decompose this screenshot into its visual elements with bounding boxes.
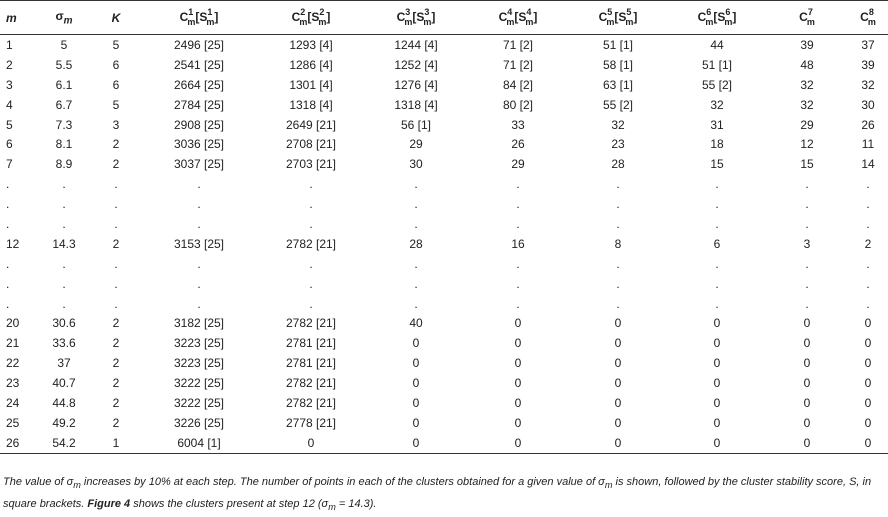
cell-cluster: 1301 [4] [289, 77, 333, 92]
cell-cluster: 40 [409, 316, 423, 331]
cell-cluster: . [866, 276, 870, 291]
cell-k: 2 [112, 137, 120, 152]
cell-k: 2 [112, 415, 120, 430]
cell-cluster: 0 [713, 376, 721, 391]
cell-cluster: 3223 [25] [173, 336, 225, 351]
cell-cluster: . [616, 296, 620, 311]
cell-cluster: 29 [409, 137, 423, 152]
cell-cluster: . [516, 197, 520, 212]
cell-cluster: 0 [614, 356, 622, 371]
cell-cluster: 0 [803, 336, 811, 351]
header-cluster-4: $C^4_m[S^4_m]$ [498, 7, 538, 27]
cell-sigma: 40.7 [52, 376, 76, 391]
cell-cluster: 0 [514, 376, 522, 391]
cell-cluster: 32 [800, 97, 814, 112]
cell-cluster: 0 [713, 415, 721, 430]
table-row [0, 194, 888, 214]
cell-cluster: 28 [409, 236, 423, 251]
table-row [0, 115, 888, 135]
cell-cluster: 0 [803, 316, 811, 331]
cell-cluster: 0 [713, 435, 721, 450]
cell-cluster: 2703 [21] [285, 157, 337, 172]
cell-step: . [6, 296, 10, 311]
cell-sigma: 8.1 [55, 137, 73, 152]
cell-cluster: 2908 [25] [173, 117, 225, 132]
cell-cluster: . [866, 256, 870, 271]
cell-cluster: 1276 [4] [394, 77, 438, 92]
cell-cluster: 39 [861, 57, 875, 72]
cell-cluster: 2782 [21] [285, 395, 337, 410]
cell-cluster: 8 [614, 236, 622, 251]
cell-cluster: . [715, 197, 719, 212]
table-row [0, 55, 888, 75]
cell-cluster: . [197, 177, 201, 192]
cell-step: 4 [6, 97, 13, 112]
cell-step: . [6, 256, 10, 271]
cell-cluster: 56 [1] [400, 117, 432, 132]
cell-cluster: 2496 [25] [173, 37, 225, 52]
cell-cluster: 2 [864, 236, 872, 251]
cell-cluster: 0 [412, 336, 420, 351]
header-k: K [111, 10, 121, 25]
cell-cluster: 30 [409, 157, 423, 172]
cell-sigma: . [62, 177, 66, 192]
cell-cluster: 0 [803, 415, 811, 430]
cell-sigma: . [62, 256, 66, 271]
cell-cluster: . [805, 216, 809, 231]
cell-cluster: 0 [864, 415, 872, 430]
cell-sigma: 6.1 [55, 77, 73, 92]
cell-cluster: 0 [864, 336, 872, 351]
cell-cluster: 26 [511, 137, 525, 152]
cell-step: 12 [6, 236, 20, 251]
cell-cluster: 28 [611, 157, 625, 172]
cell-step: 6 [6, 137, 13, 152]
cell-sigma: 44.8 [52, 395, 76, 410]
cell-sigma: 30.6 [52, 316, 76, 331]
cell-cluster: 0 [412, 356, 420, 371]
cell-cluster: . [414, 276, 418, 291]
header-sigma: $\sigma_m$ [55, 8, 73, 27]
cell-cluster: 2649 [21] [285, 117, 337, 132]
cell-k: . [114, 276, 118, 291]
cell-cluster: . [866, 216, 870, 231]
header-cluster-7: $C^7_m$ [799, 7, 815, 27]
cell-cluster: 0 [614, 415, 622, 430]
cell-cluster: 0 [514, 395, 522, 410]
cell-cluster: . [414, 296, 418, 311]
cell-cluster: 3153 [25] [173, 236, 225, 251]
cell-k: 5 [112, 97, 120, 112]
cell-cluster: 32 [800, 77, 814, 92]
cell-step: . [6, 216, 10, 231]
cell-cluster: . [715, 276, 719, 291]
cell-sigma: 54.2 [52, 435, 76, 450]
cell-cluster: . [616, 276, 620, 291]
cell-cluster: 29 [800, 117, 814, 132]
cell-cluster: 1286 [4] [289, 57, 333, 72]
cell-cluster: 0 [713, 336, 721, 351]
cell-cluster: . [414, 216, 418, 231]
cell-cluster: . [616, 177, 620, 192]
cell-cluster: . [309, 197, 313, 212]
cell-cluster: 31 [710, 117, 724, 132]
cell-cluster: 3036 [25] [173, 137, 225, 152]
cell-cluster: 3 [803, 236, 811, 251]
cell-cluster: 6004 [1] [177, 435, 221, 450]
cell-k: 3 [112, 117, 120, 132]
header-cluster-3: $C^3_m[S^3_m]$ [396, 7, 436, 27]
table-row [0, 313, 888, 333]
cell-step: 23 [6, 376, 20, 391]
cell-cluster: 1252 [4] [394, 57, 438, 72]
cell-cluster: . [197, 256, 201, 271]
table-row [0, 353, 888, 373]
cell-cluster: . [197, 296, 201, 311]
cell-cluster: 0 [864, 356, 872, 371]
cell-k: 2 [112, 157, 120, 172]
cell-cluster: 0 [864, 395, 872, 410]
cell-cluster: 12 [800, 137, 814, 152]
cell-k: 2 [112, 336, 120, 351]
cell-cluster: 0 [514, 415, 522, 430]
cell-cluster: 3182 [25] [173, 316, 225, 331]
cell-cluster: 30 [861, 97, 875, 112]
cell-sigma: 7.3 [55, 117, 73, 132]
cell-sigma: . [62, 216, 66, 231]
cell-sigma: . [62, 197, 66, 212]
cell-cluster: . [309, 216, 313, 231]
cell-cluster: 0 [803, 435, 811, 450]
table-row [0, 95, 888, 115]
cell-sigma: . [62, 276, 66, 291]
cell-cluster: . [805, 177, 809, 192]
cell-cluster: . [715, 177, 719, 192]
cell-k: . [114, 216, 118, 231]
cell-k: 2 [112, 356, 120, 371]
table-caption: The value of $\sigma_m$ increases by 10% at each step. The number of points in each of the clusters obtained for a given value of $\sigma_m$ is shown, followed by the cluster stability score, S, in square brackets. Figure 4 shows the clusters present at step 12 $(\sigma_m = 14.3)$. [3, 476, 872, 513]
cell-sigma: 6.7 [55, 97, 73, 112]
cell-cluster: 2708 [21] [285, 137, 337, 152]
table-header [0, 1, 888, 35]
cell-sigma: 8.9 [55, 157, 73, 172]
table-row [0, 174, 888, 194]
cell-cluster: 0 [614, 316, 622, 331]
table-row [0, 393, 888, 413]
cell-cluster: . [805, 197, 809, 212]
cell-cluster: 32 [611, 117, 625, 132]
cell-cluster: 0 [307, 435, 315, 450]
cell-step: 5 [6, 117, 13, 132]
cell-cluster: 33 [511, 117, 525, 132]
cell-cluster: 6 [713, 236, 721, 251]
table-row [0, 413, 888, 433]
table-row [0, 214, 888, 234]
cell-cluster: 18 [710, 137, 724, 152]
cell-cluster: 51 [1] [602, 37, 634, 52]
cell-cluster: 2781 [21] [285, 356, 337, 371]
cell-step: 22 [6, 356, 20, 371]
cell-cluster: 3226 [25] [173, 415, 225, 430]
cell-k: . [114, 197, 118, 212]
table-row [0, 75, 888, 95]
cell-k: 5 [112, 37, 120, 52]
cell-cluster: 48 [800, 57, 814, 72]
cell-sigma: 37 [57, 356, 71, 371]
cell-cluster: . [197, 197, 201, 212]
cell-cluster: 0 [412, 415, 420, 430]
table-row [0, 294, 888, 314]
cell-cluster: 39 [800, 37, 814, 52]
cell-cluster: 2782 [21] [285, 376, 337, 391]
cell-step: . [6, 276, 10, 291]
cell-cluster: 51 [1] [701, 57, 733, 72]
cell-cluster: 2782 [21] [285, 316, 337, 331]
cell-cluster: 0 [864, 376, 872, 391]
header-cluster-2: $C^2_m[S^2_m]$ [291, 7, 331, 27]
cell-cluster: 2541 [25] [173, 57, 225, 72]
cell-cluster: 2664 [25] [173, 77, 225, 92]
cell-cluster: 44 [710, 37, 724, 52]
table-row [0, 274, 888, 294]
cell-sigma: 14.3 [52, 236, 76, 251]
cell-cluster: 0 [803, 395, 811, 410]
cell-cluster: 71 [2] [502, 57, 534, 72]
cell-cluster: 37 [861, 37, 875, 52]
cell-cluster: . [805, 256, 809, 271]
header-cluster-5: $C^5_m[S^5_m]$ [598, 7, 638, 27]
cell-cluster: . [805, 296, 809, 311]
cell-cluster: . [516, 216, 520, 231]
cell-cluster: . [866, 197, 870, 212]
cell-step: 25 [6, 415, 20, 430]
cell-step: 21 [6, 336, 20, 351]
cell-cluster: . [616, 256, 620, 271]
cell-cluster: 0 [713, 395, 721, 410]
cell-k: . [114, 296, 118, 311]
cell-cluster: 0 [514, 435, 522, 450]
table-row [0, 433, 888, 453]
cell-cluster: . [866, 177, 870, 192]
cell-cluster: 0 [614, 435, 622, 450]
cell-cluster: 26 [861, 117, 875, 132]
cell-cluster: 63 [1] [602, 77, 634, 92]
cell-cluster: 71 [2] [502, 37, 534, 52]
cell-cluster: 0 [713, 356, 721, 371]
cell-cluster: 0 [713, 316, 721, 331]
cell-cluster: . [516, 296, 520, 311]
cell-cluster: 0 [614, 336, 622, 351]
cell-sigma: . [62, 296, 66, 311]
cell-sigma: 33.6 [52, 336, 76, 351]
cell-cluster: 84 [2] [502, 77, 534, 92]
cell-cluster: 1244 [4] [394, 37, 438, 52]
cell-cluster: 0 [864, 316, 872, 331]
cell-cluster: 29 [511, 157, 525, 172]
cell-step: 1 [6, 37, 13, 52]
cell-cluster: 0 [803, 356, 811, 371]
cell-cluster: . [414, 197, 418, 212]
cell-cluster: 58 [1] [602, 57, 634, 72]
cell-step: . [6, 197, 10, 212]
table-row [0, 373, 888, 393]
cell-cluster: 11 [861, 137, 875, 152]
cell-sigma: 49.2 [52, 415, 76, 430]
cell-cluster: 3037 [25] [173, 157, 225, 172]
cell-cluster: . [197, 276, 201, 291]
cell-k: 2 [112, 395, 120, 410]
table-row [0, 234, 888, 254]
header-row [0, 1, 888, 35]
cell-cluster: . [309, 177, 313, 192]
cell-cluster: . [866, 296, 870, 311]
cell-cluster: . [616, 197, 620, 212]
cell-cluster: . [309, 256, 313, 271]
header-cluster-1: $C^1_m[S^1_m]$ [179, 7, 219, 27]
cell-cluster: 55 [2] [701, 77, 733, 92]
cell-k: 1 [112, 435, 120, 450]
cell-cluster: 32 [861, 77, 875, 92]
cell-cluster: . [414, 256, 418, 271]
cell-step: 24 [6, 395, 20, 410]
cell-cluster: 0 [412, 395, 420, 410]
cell-cluster: . [309, 276, 313, 291]
cell-cluster: 3223 [25] [173, 356, 225, 371]
cell-k: 6 [112, 57, 120, 72]
cell-cluster: 80 [2] [502, 97, 534, 112]
cell-cluster: . [616, 216, 620, 231]
cell-k: 2 [112, 236, 120, 251]
cell-step: 3 [6, 77, 13, 92]
table-row [0, 254, 888, 274]
table-row [0, 134, 888, 154]
table-row [0, 154, 888, 174]
cell-cluster: 1318 [4] [394, 97, 438, 112]
cell-cluster: . [805, 276, 809, 291]
cell-cluster: . [197, 216, 201, 231]
cell-cluster: 3222 [25] [173, 376, 225, 391]
cell-cluster: 2778 [21] [285, 415, 337, 430]
header-m: m [6, 10, 17, 25]
cell-cluster: 2781 [21] [285, 336, 337, 351]
cell-step: . [6, 177, 10, 192]
cell-sigma: 5.5 [55, 57, 73, 72]
cell-k: 2 [112, 376, 120, 391]
cell-cluster: . [516, 276, 520, 291]
cell-cluster: 0 [803, 376, 811, 391]
cell-cluster: . [516, 177, 520, 192]
cell-sigma: 5 [60, 37, 68, 52]
figure-4-link[interactable]: Figure 4 [87, 498, 131, 511]
table-body [0, 35, 888, 454]
cell-cluster: 3222 [25] [173, 395, 225, 410]
cell-cluster: 32 [710, 97, 724, 112]
cell-cluster: 0 [614, 376, 622, 391]
cell-k: 2 [112, 316, 120, 331]
cell-k: 6 [112, 77, 120, 92]
header-cluster-8: $C^8_m$ [860, 7, 876, 27]
cell-cluster: 2782 [21] [285, 236, 337, 251]
cell-cluster: 1293 [4] [289, 37, 333, 52]
cell-k: . [114, 256, 118, 271]
cell-step: 2 [6, 57, 13, 72]
cell-cluster: 2784 [25] [173, 97, 225, 112]
cell-cluster: . [715, 296, 719, 311]
cell-cluster: 1318 [4] [289, 97, 333, 112]
cell-cluster: 0 [412, 435, 420, 450]
cell-cluster: 0 [412, 376, 420, 391]
header-cluster-6: $C^6_m[S^6_m]$ [697, 7, 737, 27]
cell-cluster: 0 [614, 395, 622, 410]
cell-cluster: 0 [864, 435, 872, 450]
cell-cluster: 0 [514, 336, 522, 351]
table-row [0, 35, 888, 55]
cell-cluster: . [414, 177, 418, 192]
cell-cluster: . [715, 216, 719, 231]
cell-cluster: . [516, 256, 520, 271]
cell-cluster: 55 [2] [602, 97, 634, 112]
cell-cluster: 16 [511, 236, 525, 251]
cell-cluster: 15 [800, 157, 814, 172]
cell-cluster: 0 [514, 356, 522, 371]
cell-cluster: 0 [514, 316, 522, 331]
cell-k: . [114, 177, 118, 192]
cell-step: 7 [6, 157, 13, 172]
cell-step: 26 [6, 435, 20, 450]
cell-step: 20 [6, 316, 20, 331]
cell-cluster: 23 [611, 137, 625, 152]
cell-cluster: 14 [861, 157, 875, 172]
cell-cluster: . [715, 256, 719, 271]
cell-cluster: 15 [710, 157, 724, 172]
table-row [0, 333, 888, 353]
cell-cluster: . [309, 296, 313, 311]
